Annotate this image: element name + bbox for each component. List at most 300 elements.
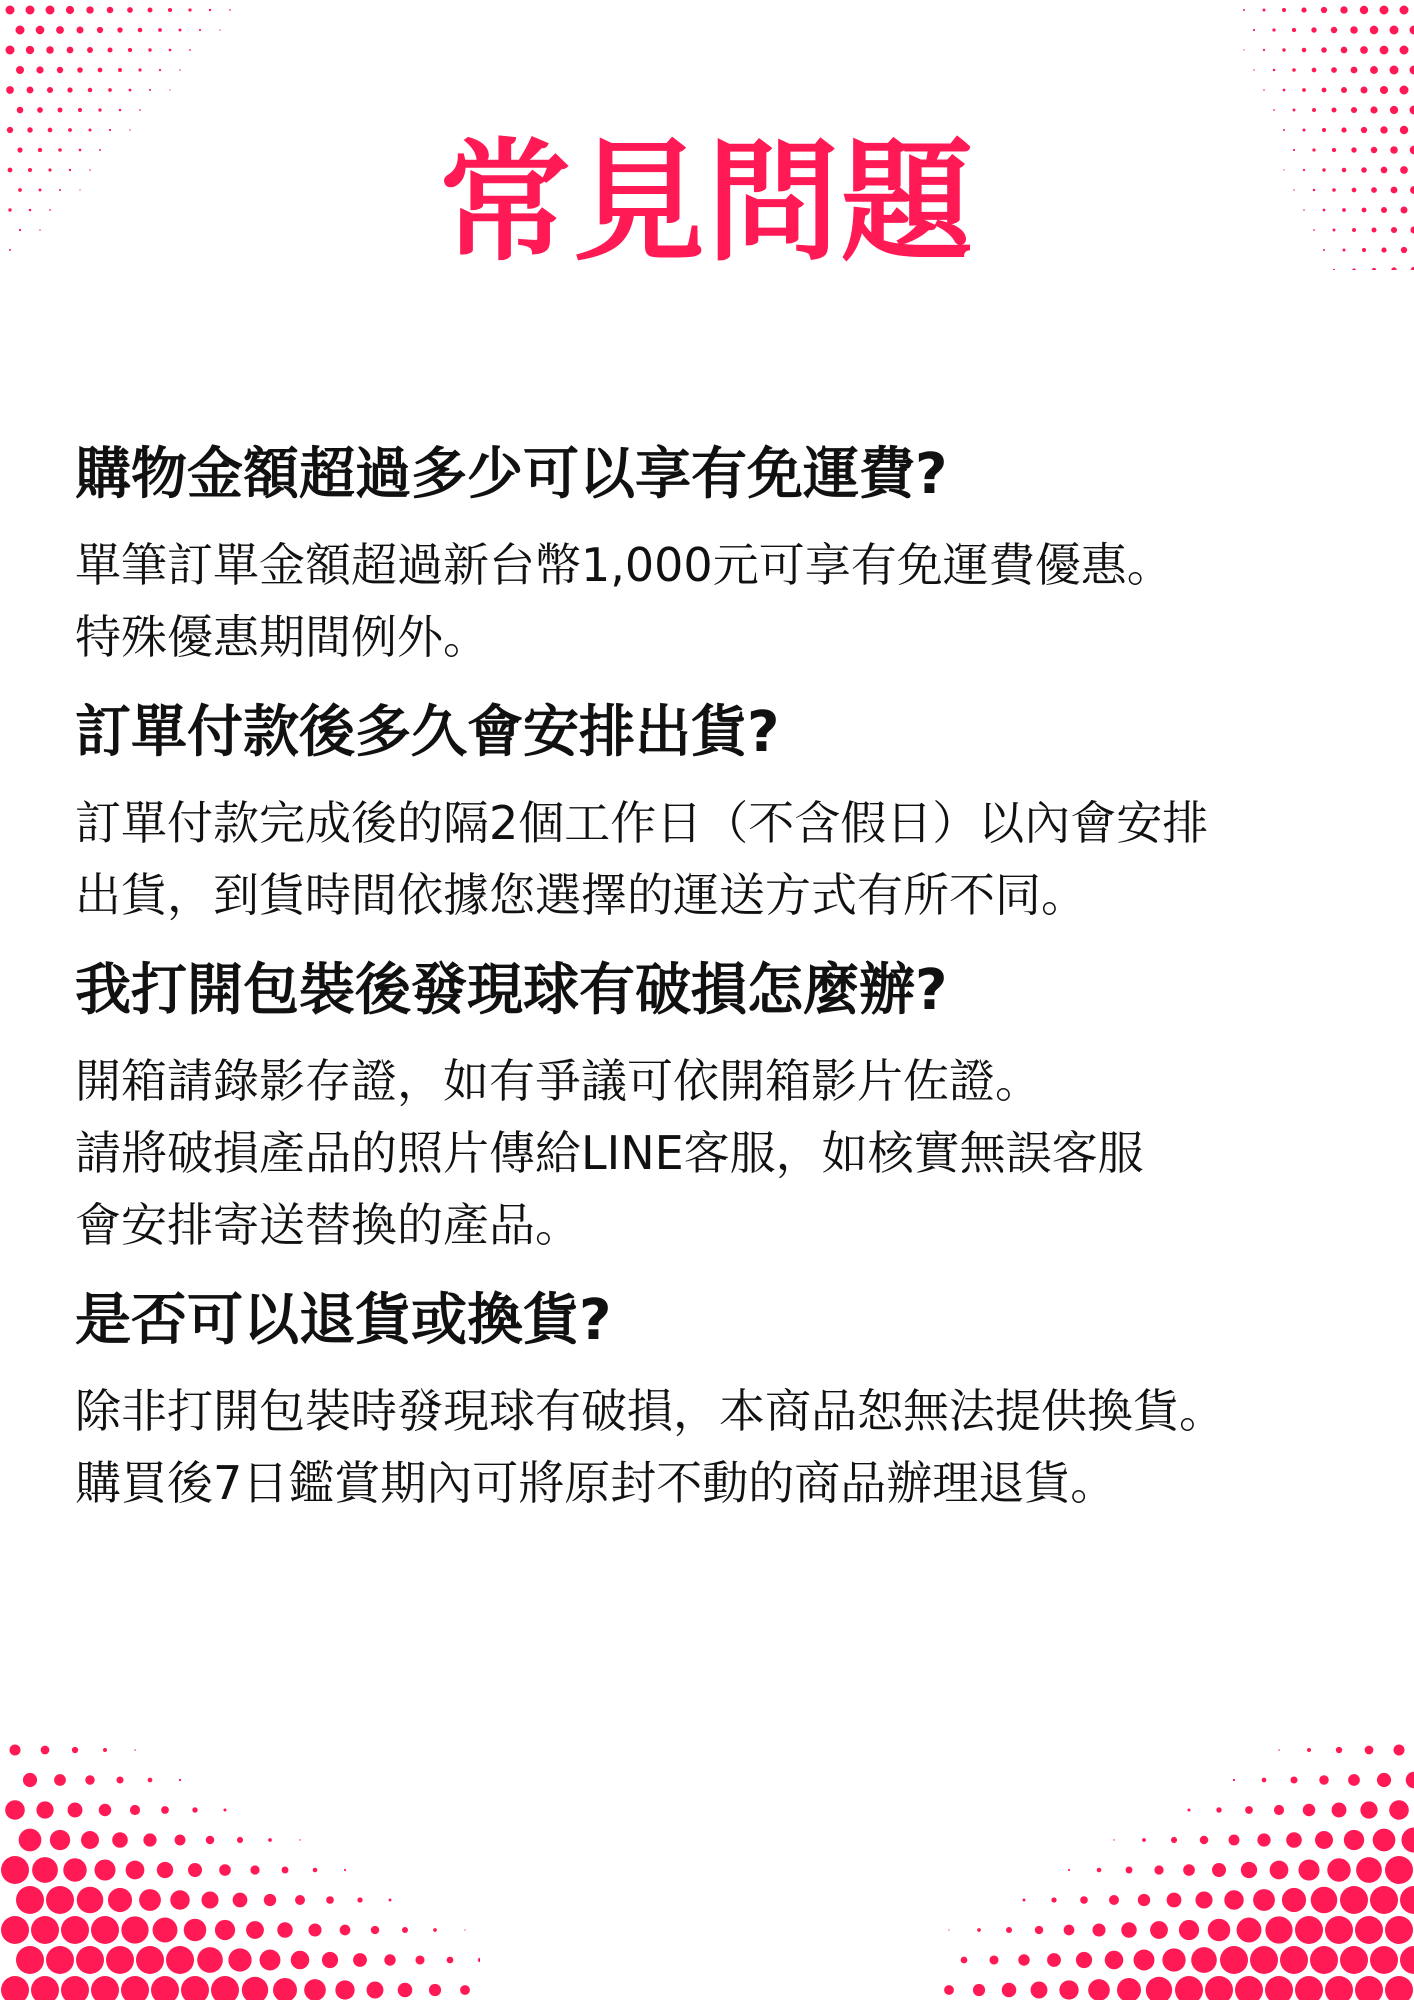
halftone-dot bbox=[1121, 1922, 1136, 1937]
halftone-dot bbox=[1002, 1983, 1017, 1998]
halftone-dot bbox=[87, 47, 93, 53]
faq-list bbox=[75, 435, 1414, 1539]
halftone-dot bbox=[1183, 1864, 1195, 1876]
faq-answer-line: 訂單付款完成後的隔2個工作日（不含假日）以內會安排 bbox=[75, 796, 1209, 850]
halftone-dot bbox=[201, 1891, 218, 1908]
halftone-dot bbox=[228, 1948, 251, 1971]
halftone-dot bbox=[429, 1984, 441, 1996]
halftone-dot bbox=[1325, 1976, 1353, 2000]
halftone-dot bbox=[291, 1951, 310, 1970]
halftone-dot bbox=[1370, 66, 1378, 74]
halftone-dot bbox=[57, 67, 63, 73]
halftone-dot bbox=[121, 1976, 149, 2000]
halftone-dot bbox=[313, 1868, 318, 1873]
halftone-dot bbox=[106, 1946, 134, 1974]
halftone-dot bbox=[1208, 1919, 1231, 1942]
halftone-dot bbox=[209, 9, 211, 11]
halftone-dot bbox=[1282, 8, 1286, 12]
halftone-dot bbox=[168, 8, 172, 12]
halftone-dot bbox=[31, 1976, 59, 2000]
halftone-dot bbox=[357, 1897, 362, 1902]
halftone-dot bbox=[6, 86, 14, 94]
halftone-dot bbox=[108, 88, 112, 92]
halftone-dot bbox=[1340, 1946, 1368, 1974]
halftone-dot bbox=[112, 1832, 128, 1848]
halftone-dot bbox=[260, 1950, 281, 1971]
halftone-dot bbox=[1332, 1803, 1347, 1818]
halftone-dot bbox=[197, 1947, 223, 1973]
halftone-dot bbox=[98, 68, 103, 73]
halftone-dot bbox=[149, 89, 151, 91]
halftone-dot bbox=[1162, 1948, 1185, 1971]
halftone-dot bbox=[264, 1894, 276, 1906]
halftone-dot bbox=[107, 47, 112, 52]
halftone-dot bbox=[282, 1867, 289, 1874]
halftone-dot bbox=[1355, 1976, 1383, 2000]
halftone-dot bbox=[268, 1838, 272, 1842]
halftone-dot bbox=[1117, 1978, 1141, 2000]
halftone-dot bbox=[223, 1808, 226, 1811]
halftone-dot bbox=[170, 1890, 189, 1909]
halftone-dot bbox=[46, 1886, 74, 1914]
halftone-dot bbox=[1327, 1858, 1350, 1881]
halftone-dot bbox=[61, 1976, 89, 2000]
halftone-dot bbox=[1373, 1829, 1396, 1852]
halftone-dot bbox=[1018, 1954, 1029, 1965]
halftone-dot bbox=[179, 1779, 181, 1781]
halftone-dot bbox=[1400, 46, 1409, 55]
halftone-dot bbox=[1237, 1918, 1262, 1943]
halftone-dot bbox=[1097, 1868, 1102, 1873]
halftone-dot bbox=[19, 1829, 42, 1852]
halftone-dot bbox=[1205, 1976, 1233, 2000]
halftone-dot bbox=[1302, 88, 1306, 92]
halftone-dot bbox=[16, 26, 25, 35]
halftone-dot bbox=[1273, 69, 1276, 72]
halftone-dot bbox=[977, 1928, 981, 1932]
halftone-dot bbox=[128, 48, 132, 52]
halftone-dot bbox=[127, 7, 133, 13]
halftone-dot bbox=[246, 1921, 264, 1939]
halftone-dot bbox=[961, 1957, 968, 1964]
faq-item bbox=[75, 951, 1414, 1261]
halftone-dot bbox=[1360, 6, 1368, 14]
halftone-dot bbox=[78, 108, 82, 112]
halftone-dot bbox=[81, 1831, 99, 1849]
halftone-dot bbox=[1292, 28, 1296, 32]
halftone-dot bbox=[1006, 1927, 1012, 1933]
halftone-dot bbox=[219, 1864, 231, 1876]
halftone-dot bbox=[326, 1896, 334, 1904]
halftone-dot bbox=[1047, 1953, 1061, 1967]
halftone-dot bbox=[1113, 1839, 1114, 1840]
halftone-dot bbox=[97, 27, 103, 33]
halftone-dot bbox=[91, 1916, 119, 1944]
halftone-dot bbox=[1351, 107, 1357, 113]
halftone-dot bbox=[1293, 109, 1296, 112]
halftone-dot bbox=[161, 1806, 169, 1814]
halftone-dot bbox=[215, 1920, 235, 1940]
halftone-dot bbox=[1154, 1865, 1163, 1874]
halftone-dot bbox=[1319, 1775, 1328, 1784]
halftone-dot bbox=[1350, 26, 1358, 34]
halftone-dot bbox=[31, 1916, 59, 1944]
halftone-dot bbox=[1243, 9, 1245, 11]
halftone-dot bbox=[371, 1926, 379, 1934]
halftone-dot bbox=[36, 1801, 53, 1818]
halftone-dot bbox=[138, 68, 141, 71]
halftone-dot bbox=[1031, 1982, 1048, 1999]
halftone-dot bbox=[1171, 1837, 1177, 1843]
halftone-dot bbox=[27, 87, 34, 94]
faq-question: 訂單付款後多久會安排出貨? bbox=[75, 700, 780, 765]
halftone-dot bbox=[46, 46, 54, 54]
halftone-dot bbox=[1263, 49, 1265, 51]
halftone-dot bbox=[1187, 1808, 1190, 1811]
halftone-dot bbox=[402, 1927, 408, 1933]
halftone-dot bbox=[1393, 1744, 1404, 1755]
halftone-dot bbox=[1340, 1886, 1368, 1914]
halftone-dot bbox=[91, 1976, 119, 2000]
halftone-dot bbox=[76, 26, 83, 33]
halftone-dot bbox=[1385, 1976, 1413, 2000]
halftone-dot bbox=[1410, 106, 1414, 115]
halftone-dot bbox=[1307, 1748, 1311, 1752]
halftone-dot bbox=[1283, 89, 1286, 92]
halftone-dot bbox=[1253, 29, 1255, 31]
halftone-dot bbox=[1341, 87, 1347, 93]
halftone-dot bbox=[148, 1778, 153, 1783]
halftone-dot bbox=[1282, 48, 1285, 51]
halftone-dot bbox=[1241, 1862, 1257, 1878]
halftone-dot bbox=[1265, 1916, 1292, 1943]
halftone-dot bbox=[1191, 1947, 1217, 1973]
halftone-dot bbox=[1295, 1976, 1323, 2000]
halftone-dot bbox=[63, 1858, 86, 1881]
halftone-dot bbox=[16, 1946, 44, 1974]
halftone-dot bbox=[169, 49, 172, 52]
halftone-dot bbox=[157, 1862, 173, 1878]
halftone-dot bbox=[1365, 1746, 1374, 1755]
halftone-dot bbox=[143, 1833, 156, 1846]
halftone-dot bbox=[1370, 1886, 1398, 1914]
halftone-dot bbox=[1385, 1856, 1413, 1884]
halftone-dot bbox=[944, 1985, 954, 1995]
faq-question: 我打開包裝後發現球有破損怎麼辦? bbox=[75, 958, 948, 1023]
halftone-dot bbox=[67, 47, 74, 54]
halftone-dot bbox=[66, 6, 74, 14]
halftone-dot bbox=[139, 109, 141, 111]
halftone-dot bbox=[1200, 1836, 1209, 1845]
halftone-dot bbox=[1080, 1896, 1088, 1904]
halftone-dot bbox=[1360, 1801, 1377, 1818]
halftone-dot bbox=[77, 67, 83, 73]
halftone-dot bbox=[1216, 1807, 1221, 1812]
halftone-dot bbox=[188, 8, 191, 11]
halftone-dot bbox=[36, 66, 43, 73]
halftone-dot bbox=[1341, 47, 1348, 54]
halftone-dot bbox=[1290, 1776, 1297, 1783]
halftone-dot bbox=[1312, 68, 1317, 73]
halftone-dot bbox=[99, 1804, 112, 1817]
halftone-dot bbox=[67, 87, 72, 92]
halftone-dot bbox=[136, 1946, 164, 1974]
halftone-dot bbox=[36, 26, 45, 35]
halftone-dot bbox=[1325, 1916, 1353, 1944]
halftone-dot bbox=[108, 1888, 132, 1912]
halftone-dot bbox=[1273, 109, 1275, 111]
halftone-dot bbox=[1298, 1859, 1319, 1880]
halftone-dot bbox=[1262, 1778, 1267, 1783]
halftone-dot bbox=[1142, 1838, 1146, 1842]
halftone-dot bbox=[1150, 1921, 1168, 1939]
halftone-dot bbox=[1331, 27, 1337, 33]
halftone-dot bbox=[158, 28, 162, 32]
halftone-dot bbox=[1315, 1831, 1333, 1849]
halftone-dot bbox=[148, 48, 151, 51]
halftone-dot bbox=[86, 6, 93, 13]
halftone-dot bbox=[1280, 1946, 1308, 1974]
halftone-dot bbox=[1146, 1977, 1172, 2000]
halftone-dot bbox=[189, 49, 191, 51]
halftone-dot bbox=[1212, 1863, 1226, 1877]
halftone-dot bbox=[1321, 47, 1327, 53]
halftone-dot bbox=[1023, 1899, 1026, 1902]
halftone-dot bbox=[464, 1929, 465, 1930]
halftone-dot bbox=[1126, 1867, 1133, 1874]
halftone-dot bbox=[973, 1984, 985, 1996]
halftone-dot bbox=[85, 1775, 94, 1784]
halftone-dot bbox=[77, 1887, 104, 1914]
halftone-dot bbox=[130, 1805, 140, 1815]
halftone-dot bbox=[1092, 1923, 1105, 1936]
halftone-pattern-bottom-right bbox=[934, 1735, 1414, 2000]
halftone-dot bbox=[1243, 49, 1244, 50]
halftone-dot bbox=[367, 1982, 384, 1999]
halftone-dot bbox=[1224, 1890, 1243, 1909]
halftone-dot bbox=[1340, 6, 1347, 13]
halftone-dot bbox=[1380, 86, 1388, 94]
halftone-dot bbox=[1263, 89, 1265, 91]
halftone-dot bbox=[179, 29, 182, 32]
halftone-dot bbox=[1390, 66, 1399, 75]
halftone-dot bbox=[1, 1916, 29, 1944]
halftone-dot bbox=[26, 6, 35, 15]
halftone-dot bbox=[76, 1946, 104, 1974]
halftone-dot bbox=[398, 1983, 413, 1998]
halftone-dot bbox=[1134, 1950, 1155, 1971]
halftone-dot bbox=[1076, 1952, 1092, 1968]
halftone-dot bbox=[460, 1985, 470, 1995]
halftone-dot bbox=[88, 88, 92, 92]
halftone-dot bbox=[1253, 69, 1254, 70]
halftone-dot bbox=[188, 1863, 202, 1877]
halftone-dot bbox=[1331, 107, 1336, 112]
halftone-dot bbox=[1390, 26, 1399, 35]
halftone-dot bbox=[58, 108, 63, 113]
halftone-dot bbox=[16, 66, 24, 74]
halftone-dot bbox=[148, 8, 153, 13]
halftone-dot bbox=[175, 1835, 186, 1846]
halftone-dot bbox=[304, 1979, 326, 2000]
halftone-dot bbox=[1331, 67, 1337, 73]
halftone-dot bbox=[211, 1976, 239, 2000]
halftone-dot bbox=[41, 1746, 50, 1755]
halftone-dot bbox=[340, 1925, 351, 1936]
halftone-dot bbox=[134, 1749, 136, 1751]
halftone-dot bbox=[68, 1803, 83, 1818]
halftone-dot bbox=[1312, 108, 1316, 112]
halftone-dot bbox=[1270, 1861, 1289, 1880]
faq-answer-line: 出貨，到貨時間依據您選擇的運送方式有所不同。 bbox=[75, 868, 1087, 922]
halftone-dot bbox=[1336, 1747, 1342, 1753]
halftone-dot bbox=[119, 109, 122, 112]
halftone-dot bbox=[1292, 68, 1296, 72]
halftone-dot bbox=[1245, 1806, 1253, 1814]
halftone-dot bbox=[1410, 66, 1414, 75]
halftone-dot bbox=[1360, 86, 1367, 93]
halftone-dot bbox=[1344, 1830, 1364, 1850]
halftone-dot bbox=[1220, 1946, 1248, 1974]
halftone-dot bbox=[94, 1859, 115, 1880]
page-title: 常見問題 bbox=[439, 126, 975, 280]
halftone-dot bbox=[98, 108, 101, 111]
halftone-dot bbox=[1109, 1895, 1119, 1905]
faq-answer-line: 開箱請錄影存證，如有爭議可依開箱影片佐證。 bbox=[75, 1054, 1041, 1108]
halftone-dot bbox=[56, 26, 64, 34]
halftone-dot bbox=[1233, 1779, 1235, 1781]
halftone-dot bbox=[16, 1886, 44, 1914]
halftone-dot bbox=[1311, 27, 1316, 32]
halftone-dot bbox=[179, 69, 181, 71]
halftone-dot bbox=[46, 1946, 74, 1974]
halftone-dot bbox=[1351, 67, 1358, 74]
faq-item bbox=[75, 435, 1414, 673]
halftone-dot bbox=[159, 69, 161, 71]
halftone-dot bbox=[1068, 1869, 1070, 1871]
halftone-dot bbox=[1272, 28, 1275, 31]
halftone-dot bbox=[1303, 1804, 1316, 1817]
halftone-dot bbox=[129, 89, 132, 92]
faq-item bbox=[75, 693, 1414, 931]
halftone-dot bbox=[206, 1836, 215, 1845]
halftone-dot bbox=[54, 1774, 66, 1786]
halftone-dot bbox=[1400, 6, 1409, 15]
halftone-dot bbox=[322, 1952, 338, 1968]
halftone-dot bbox=[61, 1916, 89, 1944]
halftone-dot bbox=[47, 87, 53, 93]
faq-answer-line: 會安排寄送替換的產品。 bbox=[75, 1198, 581, 1252]
halftone-dot bbox=[273, 1978, 297, 2000]
halftone-dot bbox=[989, 1955, 998, 1964]
halftone-dot bbox=[199, 29, 201, 31]
halftone-dot bbox=[1311, 1887, 1338, 1914]
faq-answer-line: 請將破損產品的照片傳給LINE客服，如核實無誤客服 bbox=[75, 1126, 1144, 1180]
faq-answer-line: 除非打開包裝時發現球有破損，本商品恕無法提供換貨。 bbox=[75, 1384, 1225, 1438]
halftone-dot bbox=[72, 1747, 78, 1753]
halftone-dot bbox=[1400, 1946, 1414, 1974]
halftone-dot bbox=[384, 1954, 395, 1965]
halftone-dot bbox=[1400, 1886, 1414, 1914]
halftone-dot bbox=[415, 1955, 424, 1964]
halftone-dot bbox=[1380, 46, 1389, 55]
halftone-dot bbox=[1274, 1805, 1284, 1815]
halftone-dot bbox=[1064, 1925, 1075, 1936]
halftone-dot bbox=[948, 1929, 949, 1930]
halftone-dot bbox=[50, 1830, 70, 1850]
halftone-dot bbox=[1059, 1980, 1078, 1999]
halftone-dot bbox=[1282, 1888, 1306, 1912]
halftone-dot bbox=[117, 27, 122, 32]
halftone-dot bbox=[9, 1744, 20, 1755]
halftone-dot bbox=[166, 1946, 194, 1974]
halftone-dot bbox=[1406, 1772, 1414, 1789]
halftone-dot bbox=[192, 1807, 197, 1812]
halftone-dot bbox=[353, 1953, 367, 1967]
faq-item bbox=[75, 1281, 1414, 1519]
halftone-dot bbox=[1321, 7, 1327, 13]
halftone-dot bbox=[121, 1916, 148, 1943]
halftone-dot bbox=[250, 1865, 259, 1874]
halftone-dot bbox=[1179, 1920, 1199, 1940]
halftone-dot bbox=[1385, 1916, 1413, 1944]
halftone-dot bbox=[6, 6, 15, 15]
halftone-dot bbox=[389, 1899, 392, 1902]
halftone-dot bbox=[1400, 86, 1409, 95]
halftone-dot bbox=[1355, 1916, 1383, 1944]
halftone-dot bbox=[1390, 106, 1398, 114]
halftone-dot bbox=[1, 1976, 29, 2000]
halftone-dot bbox=[1286, 1832, 1302, 1848]
halftone-dot bbox=[242, 1977, 268, 2000]
halftone-dot bbox=[46, 6, 55, 15]
halftone-dot bbox=[23, 1773, 37, 1787]
halftone-dot bbox=[17, 107, 24, 114]
halftone-dot bbox=[1389, 1800, 1409, 1820]
halftone-dot bbox=[219, 29, 220, 30]
halftone-dot bbox=[308, 1923, 321, 1936]
faq-question: 是否可以退貨或換貨? bbox=[75, 1288, 612, 1353]
halftone-dot bbox=[1250, 1946, 1278, 1974]
halftone-dot bbox=[1356, 1857, 1382, 1883]
halftone-dot bbox=[151, 1976, 179, 2000]
halftone-dot bbox=[184, 1919, 207, 1942]
halftone-dot bbox=[1195, 1891, 1212, 1908]
halftone-dot bbox=[139, 1889, 161, 1911]
halftone-dot bbox=[1138, 1894, 1150, 1906]
halftone-dot bbox=[118, 68, 122, 72]
halftone-dot bbox=[447, 1957, 454, 1964]
halftone-dot bbox=[37, 107, 43, 113]
halftone-dot bbox=[299, 1839, 300, 1840]
halftone-dot bbox=[478, 1958, 480, 1962]
halftone-dot bbox=[1035, 1926, 1043, 1934]
halftone-dot bbox=[1262, 8, 1265, 11]
halftone-dot bbox=[138, 28, 143, 33]
halftone-dot bbox=[229, 9, 231, 11]
halftone-dot bbox=[1295, 1916, 1323, 1944]
halftone-dot bbox=[116, 1776, 123, 1783]
faq-answer-line: 特殊優惠期間例外。 bbox=[75, 610, 489, 664]
halftone-dot bbox=[5, 1800, 25, 1820]
halftone-dot bbox=[1051, 1897, 1056, 1902]
halftone-dot bbox=[1175, 1976, 1203, 2000]
halftone-dot bbox=[126, 1861, 145, 1880]
halftone-dot bbox=[1253, 1889, 1275, 1911]
halftone-dot bbox=[335, 1980, 354, 1999]
halftone-dot bbox=[277, 1922, 292, 1937]
halftone-dot bbox=[1, 1856, 29, 1884]
